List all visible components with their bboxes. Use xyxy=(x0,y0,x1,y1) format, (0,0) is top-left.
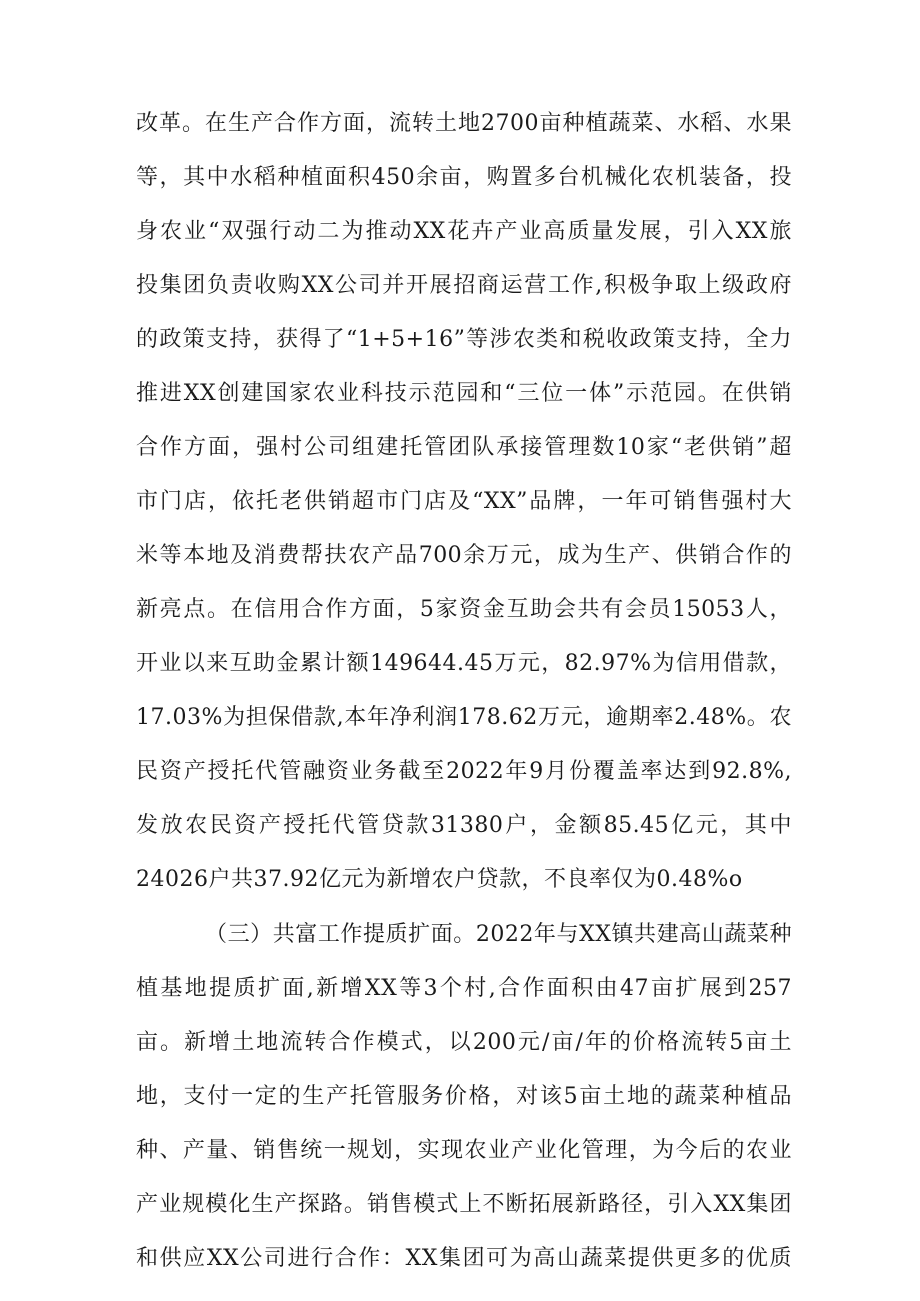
text-line: 17.03%为担保借款,本年净利润178.62万元，逾期率2.48%。农 xyxy=(136,705,792,730)
text-line: 米等本地及消费帮扶农产品700余万元，成为生产、供销合作的 xyxy=(136,543,792,568)
text-line: 投集团负责收购XX公司并开展招商运营工作,积极争取上级政府 xyxy=(136,273,792,298)
text-line: 推进XX创建国家农业科技示范园和“三位一体”示范园。在供销 xyxy=(136,381,792,406)
text-line: 民资产授托代管融资业务截至2022年9月份覆盖率达到92.8%, xyxy=(136,759,792,784)
text-line: 身农业“双强行动二为推动XX花卉产业高质量发展，引入XX旅 xyxy=(136,219,792,244)
text-line: 和供应XX公司进行合作：XX集团可为高山蔬菜提供更多的优质 xyxy=(136,1246,792,1271)
text-line: 发放农民资产授托代管贷款31380户，金额85.45亿元，其中 xyxy=(136,813,792,838)
text-line: 产业规模化生产探路。销售模式上不断拓展新路径，引入XX集团 xyxy=(136,1192,792,1217)
text-line: 植基地提质扩面,新增XX等3个村,合作面积由47亩扩展到257 xyxy=(136,976,792,1001)
text-line: 种、产量、销售统一规划，实现农业产业化管理，为今后的农业 xyxy=(136,1138,792,1163)
text-line: 改革。在生产合作方面，流转土地2700亩种植蔬菜、水稻、水果 xyxy=(136,111,792,136)
text-line: 等，其中水稻种植面积450余亩，购置多台机械化农机装备，投 xyxy=(136,165,792,190)
text-line: 地，支付一定的生产托管服务价格，对该5亩土地的蔬菜种植品 xyxy=(136,1084,792,1109)
text-line: 24026户共37.92亿元为新增农户贷款，不良率仅为0.48%o xyxy=(136,867,743,892)
text-line: 新亮点。在信用合作方面，5家资金互助会共有会员15053人， xyxy=(136,597,792,622)
text-line: 合作方面，强村公司组建托管团队承接管理数10家“老供销”超 xyxy=(136,435,792,460)
text-line: 的政策支持，获得了“1+5+16”等涉农类和税收政策支持，全力 xyxy=(136,327,792,352)
text-line: 开业以来互助金累计额149644.45万元，82.97%为信用借款， xyxy=(136,651,792,676)
section-heading-line: （三）共富工作提质扩面。2022年与XX镇共建高山蔬菜种 xyxy=(205,922,792,947)
text-line: 市门店，依托老供销超市门店及“XX”品牌，一年可销售强村大 xyxy=(136,489,792,514)
text-line: 亩。新增土地流转合作模式，以200元/亩/年的价格流转5亩土 xyxy=(136,1030,792,1055)
